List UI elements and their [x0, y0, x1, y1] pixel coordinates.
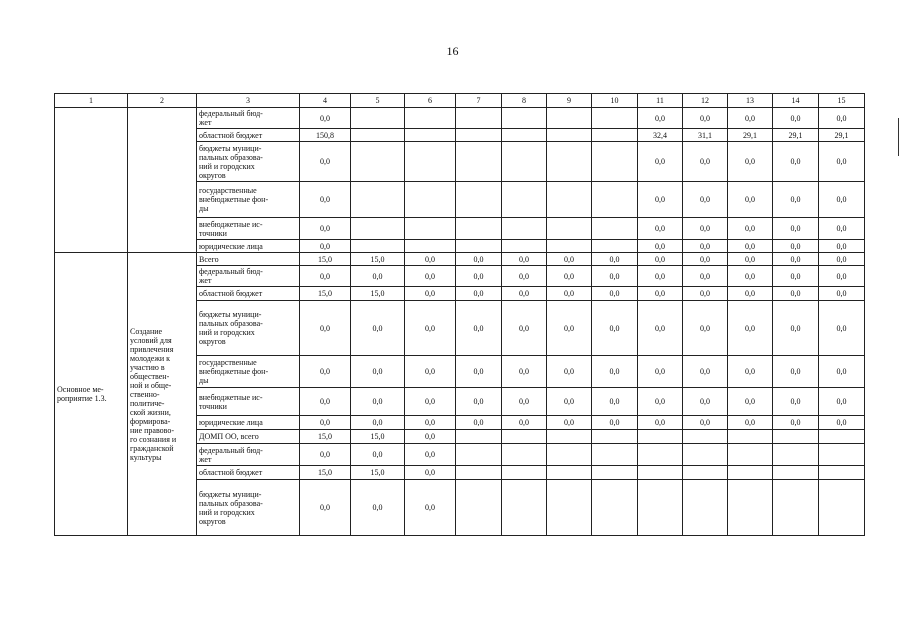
- value-cell: 0,0: [683, 240, 728, 253]
- header-cell: 10: [592, 94, 638, 108]
- funding-source-cell: федеральный бюд- жет: [197, 108, 300, 129]
- value-cell: 0,0: [456, 301, 502, 356]
- header-cell: 11: [638, 94, 683, 108]
- value-cell: 0,0: [728, 108, 773, 129]
- value-cell: 0,0: [773, 416, 819, 430]
- value-cell: 0,0: [638, 301, 683, 356]
- budget-table: [54, 93, 865, 536]
- value-cell: [456, 466, 502, 480]
- header-cell: 4: [300, 94, 351, 108]
- value-cell: 0,0: [773, 240, 819, 253]
- value-cell: 0,0: [547, 416, 592, 430]
- value-cell: 0,0: [502, 266, 547, 287]
- value-cell: 0,0: [351, 416, 405, 430]
- value-cell: 0,0: [683, 108, 728, 129]
- value-cell: 0,0: [300, 266, 351, 287]
- header-cell: 15: [819, 94, 865, 108]
- value-cell: 0,0: [456, 388, 502, 416]
- value-cell: 0,0: [592, 301, 638, 356]
- value-cell: 0,0: [728, 266, 773, 287]
- funding-source-cell: бюджеты муници- пальных образова- ний и городских округов: [197, 480, 300, 536]
- value-cell: [405, 218, 456, 240]
- value-cell: [456, 218, 502, 240]
- value-cell: 0,0: [728, 287, 773, 301]
- value-cell: 0,0: [405, 388, 456, 416]
- value-cell: 0,0: [728, 182, 773, 218]
- value-cell: 0,0: [819, 142, 865, 182]
- value-cell: 15,0: [300, 253, 351, 266]
- value-cell: [502, 240, 547, 253]
- value-cell: [456, 142, 502, 182]
- value-cell: [351, 129, 405, 142]
- value-cell: 0,0: [592, 416, 638, 430]
- value-cell: [638, 466, 683, 480]
- value-cell: 0,0: [773, 108, 819, 129]
- value-cell: 0,0: [502, 301, 547, 356]
- value-cell: 0,0: [819, 240, 865, 253]
- value-cell: 0,0: [773, 266, 819, 287]
- value-cell: [502, 218, 547, 240]
- value-cell: 0,0: [405, 444, 456, 466]
- value-cell: 0,0: [819, 266, 865, 287]
- value-cell: [405, 240, 456, 253]
- value-cell: [592, 240, 638, 253]
- funding-source-cell: областной бюджет: [197, 466, 300, 480]
- value-cell: 0,0: [773, 253, 819, 266]
- value-cell: 0,0: [728, 240, 773, 253]
- value-cell: 0,0: [728, 142, 773, 182]
- header-cell: 14: [773, 94, 819, 108]
- value-cell: [592, 142, 638, 182]
- value-cell: 0,0: [638, 182, 683, 218]
- value-cell: 150,8: [300, 129, 351, 142]
- header-cell: 13: [728, 94, 773, 108]
- value-cell: [547, 129, 592, 142]
- funding-source-cell: юридические лица: [197, 416, 300, 430]
- value-cell: 0,0: [502, 287, 547, 301]
- value-cell: [351, 240, 405, 253]
- value-cell: 0,0: [300, 416, 351, 430]
- value-cell: [683, 466, 728, 480]
- funding-source-cell: областной бюджет: [197, 287, 300, 301]
- value-cell: 29,1: [728, 129, 773, 142]
- value-cell: [592, 480, 638, 536]
- value-cell: [638, 444, 683, 466]
- value-cell: 0,0: [405, 356, 456, 388]
- value-cell: [351, 182, 405, 218]
- funding-source-cell: внебюджетные ис- точники: [197, 388, 300, 416]
- value-cell: [728, 466, 773, 480]
- value-cell: [351, 218, 405, 240]
- value-cell: [592, 218, 638, 240]
- value-cell: [547, 142, 592, 182]
- value-cell: 0,0: [405, 287, 456, 301]
- value-cell: 0,0: [728, 218, 773, 240]
- value-cell: [351, 108, 405, 129]
- value-cell: 0,0: [773, 142, 819, 182]
- value-cell: 0,0: [683, 356, 728, 388]
- value-cell: [638, 430, 683, 444]
- funding-source-cell: государственные внебюджетные фон- ды: [197, 356, 300, 388]
- funding-source-cell: ДОМП ОО, всего: [197, 430, 300, 444]
- value-cell: 0,0: [638, 253, 683, 266]
- value-cell: 0,0: [300, 301, 351, 356]
- table-row: [55, 253, 865, 266]
- header-cell: 7: [456, 94, 502, 108]
- funding-source-cell: бюджеты муници- пальных образова- ний и городских округов: [197, 142, 300, 182]
- value-cell: 0,0: [405, 416, 456, 430]
- value-cell: 0,0: [592, 388, 638, 416]
- value-cell: 0,0: [547, 388, 592, 416]
- value-cell: [683, 430, 728, 444]
- value-cell: 0,0: [683, 287, 728, 301]
- value-cell: 15,0: [351, 466, 405, 480]
- funding-source-cell: областной бюджет: [197, 129, 300, 142]
- value-cell: 0,0: [502, 416, 547, 430]
- value-cell: [502, 444, 547, 466]
- value-cell: [773, 466, 819, 480]
- value-cell: 32,4: [638, 129, 683, 142]
- header-cell: 3: [197, 94, 300, 108]
- value-cell: 0,0: [351, 266, 405, 287]
- value-cell: 0,0: [405, 466, 456, 480]
- value-cell: 0,0: [300, 444, 351, 466]
- value-cell: [819, 466, 865, 480]
- value-cell: 15,0: [351, 430, 405, 444]
- value-cell: [456, 182, 502, 218]
- value-cell: 0,0: [728, 253, 773, 266]
- value-cell: [819, 430, 865, 444]
- value-cell: 0,0: [683, 218, 728, 240]
- funding-source-cell: юридические лица: [197, 240, 300, 253]
- value-cell: 0,0: [405, 430, 456, 444]
- value-cell: 0,0: [592, 266, 638, 287]
- value-cell: [351, 142, 405, 182]
- funding-source-cell: бюджеты муници- пальных образова- ний и городских округов: [197, 301, 300, 356]
- value-cell: [456, 444, 502, 466]
- value-cell: 31,1: [683, 129, 728, 142]
- funding-source-cell: федеральный бюд- жет: [197, 444, 300, 466]
- value-cell: [456, 108, 502, 129]
- value-cell: [819, 480, 865, 536]
- value-cell: [502, 466, 547, 480]
- value-cell: 0,0: [728, 356, 773, 388]
- value-cell: 0,0: [638, 388, 683, 416]
- header-row: [55, 94, 865, 108]
- value-cell: [728, 480, 773, 536]
- margin-mark: [898, 118, 899, 156]
- value-cell: 0,0: [502, 388, 547, 416]
- value-cell: 0,0: [683, 416, 728, 430]
- budget-table-body: [55, 94, 865, 536]
- value-cell: 0,0: [683, 301, 728, 356]
- value-cell: [819, 444, 865, 466]
- value-cell: 15,0: [300, 430, 351, 444]
- value-cell: 0,0: [683, 182, 728, 218]
- value-cell: 0,0: [300, 182, 351, 218]
- funding-source-cell: Всего: [197, 253, 300, 266]
- header-cell: 9: [547, 94, 592, 108]
- value-cell: 0,0: [456, 287, 502, 301]
- activity-name-cell: [55, 108, 128, 253]
- value-cell: 15,0: [300, 287, 351, 301]
- value-cell: 15,0: [300, 466, 351, 480]
- value-cell: 0,0: [638, 356, 683, 388]
- value-cell: [592, 182, 638, 218]
- value-cell: [547, 466, 592, 480]
- value-cell: 0,0: [728, 416, 773, 430]
- value-cell: 0,0: [547, 356, 592, 388]
- value-cell: 0,0: [405, 266, 456, 287]
- value-cell: 0,0: [773, 287, 819, 301]
- value-cell: 0,0: [405, 253, 456, 266]
- value-cell: 0,0: [300, 240, 351, 253]
- value-cell: 0,0: [351, 356, 405, 388]
- value-cell: [592, 108, 638, 129]
- value-cell: 0,0: [638, 218, 683, 240]
- header-cell: 1: [55, 94, 128, 108]
- value-cell: [502, 430, 547, 444]
- value-cell: 0,0: [728, 301, 773, 356]
- value-cell: 0,0: [405, 301, 456, 356]
- value-cell: [502, 182, 547, 218]
- funding-source-cell: федеральный бюд- жет: [197, 266, 300, 287]
- value-cell: 0,0: [351, 388, 405, 416]
- value-cell: 0,0: [351, 444, 405, 466]
- value-cell: [547, 480, 592, 536]
- value-cell: [638, 480, 683, 536]
- value-cell: [502, 142, 547, 182]
- header-cell: 12: [683, 94, 728, 108]
- value-cell: 0,0: [773, 301, 819, 356]
- value-cell: [592, 466, 638, 480]
- value-cell: [683, 444, 728, 466]
- value-cell: 0,0: [547, 253, 592, 266]
- value-cell: 0,0: [456, 253, 502, 266]
- value-cell: [592, 129, 638, 142]
- value-cell: 0,0: [819, 253, 865, 266]
- value-cell: 0,0: [592, 253, 638, 266]
- value-cell: [456, 129, 502, 142]
- activity-description-cell: Создание условий для привлечения молодежи к участию в обществен- ной и обще- ственно- политиче- ской жизни, формирова- ние правово- го сознания и гражданской культуры: [128, 253, 197, 536]
- page-number: 16: [446, 44, 459, 58]
- value-cell: 0,0: [547, 301, 592, 356]
- value-cell: [547, 108, 592, 129]
- value-cell: 0,0: [728, 388, 773, 416]
- value-cell: 0,0: [638, 287, 683, 301]
- funding-source-cell: внебюджетные ис- точники: [197, 218, 300, 240]
- value-cell: 0,0: [683, 388, 728, 416]
- value-cell: 0,0: [351, 301, 405, 356]
- value-cell: [547, 444, 592, 466]
- value-cell: 0,0: [300, 142, 351, 182]
- value-cell: 0,0: [819, 287, 865, 301]
- value-cell: [773, 430, 819, 444]
- value-cell: [547, 240, 592, 253]
- value-cell: 15,0: [351, 253, 405, 266]
- value-cell: [502, 480, 547, 536]
- value-cell: 0,0: [819, 356, 865, 388]
- value-cell: 0,0: [638, 142, 683, 182]
- funding-source-cell: государственные внебюджетные фон- ды: [197, 182, 300, 218]
- value-cell: [405, 108, 456, 129]
- value-cell: [502, 129, 547, 142]
- value-cell: 0,0: [351, 480, 405, 536]
- value-cell: [683, 480, 728, 536]
- value-cell: [728, 444, 773, 466]
- value-cell: 0,0: [300, 218, 351, 240]
- value-cell: 0,0: [456, 416, 502, 430]
- value-cell: 15,0: [351, 287, 405, 301]
- value-cell: 0,0: [683, 253, 728, 266]
- header-cell: 8: [502, 94, 547, 108]
- header-cell: 6: [405, 94, 456, 108]
- value-cell: 0,0: [300, 356, 351, 388]
- value-cell: [405, 182, 456, 218]
- value-cell: [773, 480, 819, 536]
- value-cell: 0,0: [502, 356, 547, 388]
- value-cell: 0,0: [456, 356, 502, 388]
- value-cell: [456, 480, 502, 536]
- value-cell: 0,0: [819, 182, 865, 218]
- value-cell: [456, 240, 502, 253]
- value-cell: [547, 430, 592, 444]
- value-cell: 0,0: [592, 356, 638, 388]
- value-cell: 0,0: [300, 480, 351, 536]
- value-cell: 0,0: [502, 253, 547, 266]
- value-cell: 0,0: [773, 218, 819, 240]
- value-cell: 0,0: [819, 416, 865, 430]
- value-cell: [773, 444, 819, 466]
- header-cell: 2: [128, 94, 197, 108]
- value-cell: 29,1: [819, 129, 865, 142]
- value-cell: 0,0: [819, 218, 865, 240]
- value-cell: 0,0: [456, 266, 502, 287]
- value-cell: [592, 430, 638, 444]
- header-cell: 5: [351, 94, 405, 108]
- value-cell: 0,0: [773, 388, 819, 416]
- table-row: [55, 108, 865, 129]
- value-cell: [405, 142, 456, 182]
- value-cell: 0,0: [819, 108, 865, 129]
- value-cell: 0,0: [683, 142, 728, 182]
- value-cell: 0,0: [300, 388, 351, 416]
- activity-name-cell: Основное ме- роприятие 1.3.: [55, 253, 128, 536]
- value-cell: [502, 108, 547, 129]
- value-cell: 0,0: [547, 287, 592, 301]
- value-cell: 0,0: [819, 388, 865, 416]
- value-cell: 0,0: [592, 287, 638, 301]
- value-cell: 0,0: [638, 266, 683, 287]
- value-cell: [547, 182, 592, 218]
- value-cell: 0,0: [638, 108, 683, 129]
- value-cell: [405, 129, 456, 142]
- value-cell: 0,0: [819, 301, 865, 356]
- value-cell: 0,0: [683, 266, 728, 287]
- value-cell: 0,0: [547, 266, 592, 287]
- value-cell: 0,0: [405, 480, 456, 536]
- value-cell: [547, 218, 592, 240]
- value-cell: 0,0: [638, 240, 683, 253]
- value-cell: [456, 430, 502, 444]
- value-cell: 29,1: [773, 129, 819, 142]
- value-cell: 0,0: [773, 356, 819, 388]
- value-cell: 0,0: [638, 416, 683, 430]
- value-cell: 0,0: [773, 182, 819, 218]
- value-cell: [592, 444, 638, 466]
- value-cell: [728, 430, 773, 444]
- value-cell: 0,0: [300, 108, 351, 129]
- activity-description-cell: [128, 108, 197, 253]
